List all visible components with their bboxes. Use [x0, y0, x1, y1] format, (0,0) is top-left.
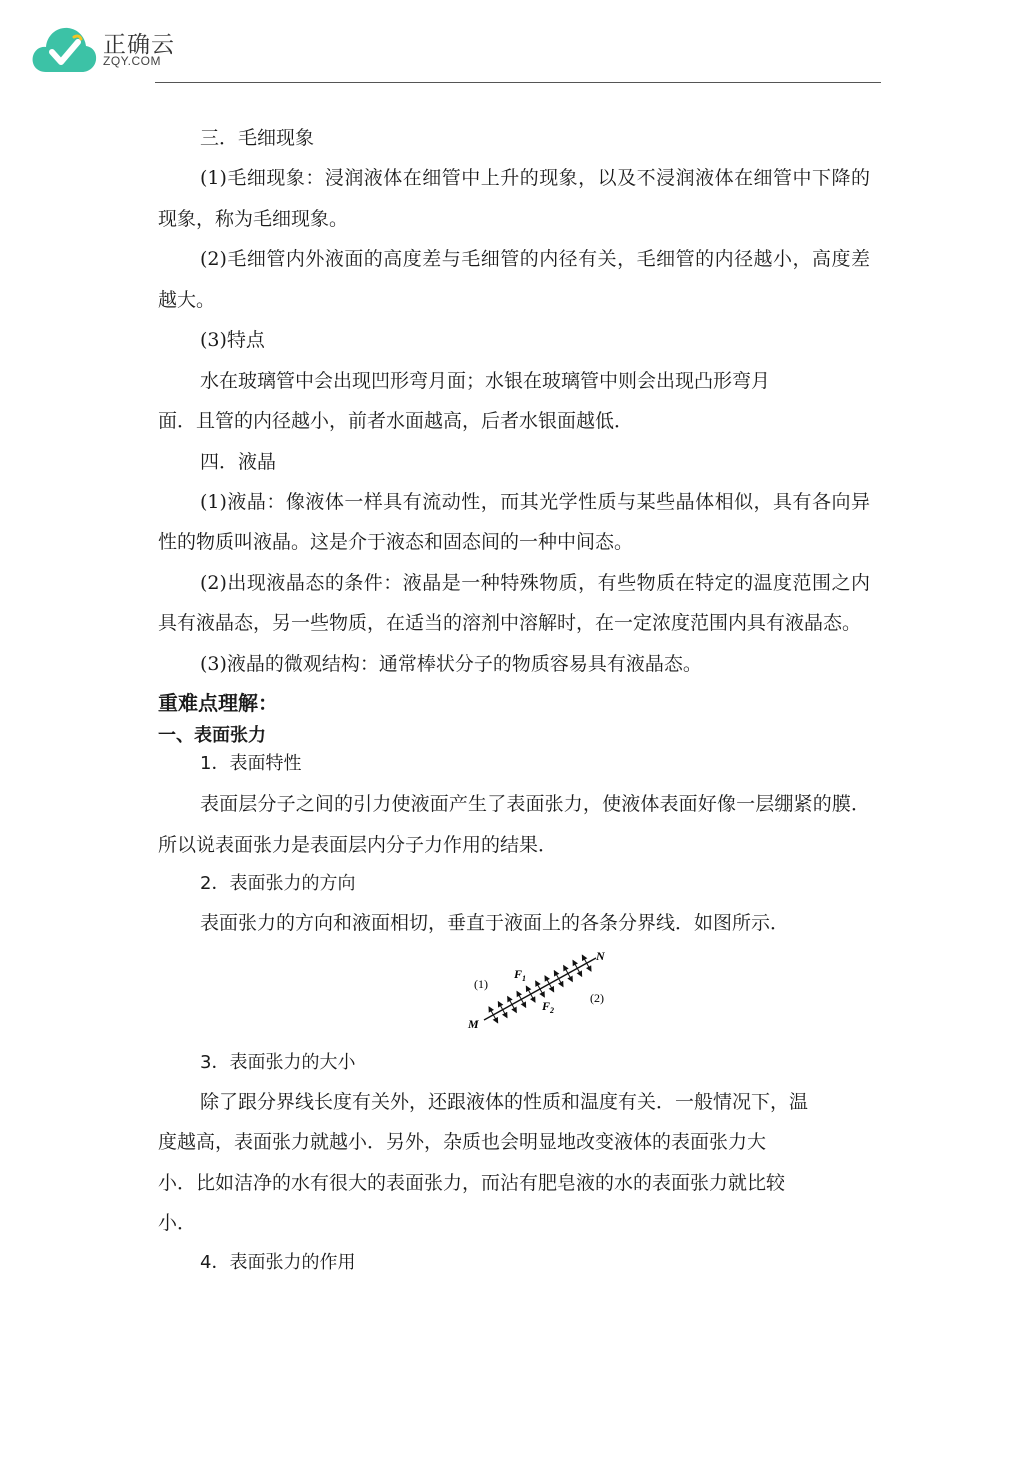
force-arrow-side-1	[508, 996, 512, 1004]
logo-text: 正确云	[103, 32, 175, 58]
force-arrow-side-1	[489, 1006, 493, 1014]
subsection-3-line-1: 除了跟分界线长度有关外，还跟液体的性质和温度有关．一般情况下，温	[200, 1090, 809, 1113]
header-divider	[155, 82, 881, 83]
force-arrow-side-2	[512, 1004, 516, 1012]
force-arrow-side-2	[587, 963, 591, 971]
label-F1	[513, 967, 526, 983]
subsection-3-line-4: 小．	[158, 1212, 197, 1234]
surface-tension-diagram	[460, 944, 620, 1040]
force-arrow-side-1	[545, 975, 549, 983]
label-M: M	[468, 1016, 479, 1031]
section-4-para-3: (3)液晶的微观结构：通常棒状分子的物质容易具有液晶态。	[200, 652, 702, 675]
subsection-4-title: 4．表面张力的作用	[200, 1251, 356, 1273]
section-3-para-3-line-2: 面．且管的内径越小，前者水面越高，后者水银面越低．	[158, 410, 634, 432]
subsection-2-body: 表面张力的方向和液面相切，垂直于液面上的各条分界线．如图所示．	[200, 912, 790, 934]
section-3-title: 三．毛细现象	[200, 127, 315, 149]
force-arrow-side-1	[564, 965, 568, 973]
section-3-para-2: (2)毛细管内外液面的高度差与毛细管的内径有关，毛细管的内径越小，高度差越大。	[158, 248, 870, 311]
force-arrow-side-2	[503, 1009, 507, 1017]
force-arrow-side-2	[493, 1014, 497, 1022]
subsection-1-body: 表面层分子之间的引力使液面产生了表面张力，使液体表面好像一层绷紧的膜．所以说表面张力是表面层内分子力作用的结果．	[158, 793, 870, 856]
force-arrow-side-1	[536, 981, 540, 989]
force-arrow-side-1	[554, 970, 558, 978]
subsection-3-line-2: 度越高，表面张力就越小．另外，杂质也会明显地改变液体的表面张力大	[158, 1131, 767, 1153]
section-3-para-3-title: (3)特点	[200, 329, 265, 351]
surface-tension-title: 一、表面张力	[158, 725, 266, 746]
logo-domain: ZQY.COM	[103, 54, 161, 68]
force-arrow-side-2	[559, 978, 563, 986]
force-arrow-side-2	[540, 989, 544, 997]
subsection-2-title: 2．表面张力的方向	[200, 873, 356, 894]
force-arrow-side-2	[568, 973, 572, 981]
key-points-title: 重难点理解：	[158, 691, 278, 715]
force-arrow-side-1	[526, 986, 530, 994]
force-arrows	[489, 955, 591, 1022]
label-F2	[541, 999, 554, 1015]
section-4-title: 四．液晶	[200, 450, 277, 473]
force-arrow-side-2	[549, 983, 553, 991]
force-arrow-side-2	[521, 999, 525, 1007]
label-F2-sub: 2	[550, 1005, 555, 1015]
label-F1-main: F	[514, 966, 523, 981]
surface-tension-figure	[158, 944, 870, 1044]
force-arrow-side-2	[577, 968, 581, 976]
subsection-1-title: 1．表面特性	[200, 753, 302, 774]
force-arrow-side-1	[517, 991, 521, 999]
subsection-3-title: 3．表面张力的大小	[200, 1051, 356, 1073]
force-arrow-side-1	[582, 955, 586, 963]
label-N: N	[596, 948, 605, 963]
label-F2-main: F	[542, 998, 551, 1013]
section-4-para-1: (1)液晶：像液体一样具有流动性，而其光学性质与某些晶体相似，具有各向异性的物质叫液晶。这是介于液态和固态间的一种中间态。	[158, 490, 870, 553]
force-arrow-side-1	[573, 960, 577, 968]
force-arrow-side-1	[498, 1001, 502, 1009]
document-body	[158, 118, 870, 1282]
label-region-1: (1)	[474, 976, 488, 991]
label-region-2: (2)	[590, 990, 604, 1005]
cloud-check-icon	[30, 22, 98, 74]
section-3-para-3-line-1: 水在玻璃管中会出现凹形弯月面；水银在玻璃管中则会出现凸形弯月	[200, 369, 771, 392]
label-F1-sub: 1	[522, 973, 527, 983]
section-3-para-1: (1)毛细现象：浸润液体在细管中上升的现象，以及不浸润液体在细管中下降的现象，称为毛细现象。	[158, 167, 870, 230]
page-header	[0, 0, 1034, 84]
subsection-3-line-3: 小．比如洁净的水有很大的表面张力，而沾有肥皂液的水的表面张力就比较	[158, 1171, 786, 1194]
force-arrow-side-2	[531, 994, 535, 1002]
section-4-para-2: (2)出现液晶态的条件：液晶是一种特殊物质，有些物质在特定的温度范围之内具有液晶态，另一些物质，在适当的溶剂中溶解时，在一定浓度范围内具有液晶态。	[158, 571, 870, 634]
